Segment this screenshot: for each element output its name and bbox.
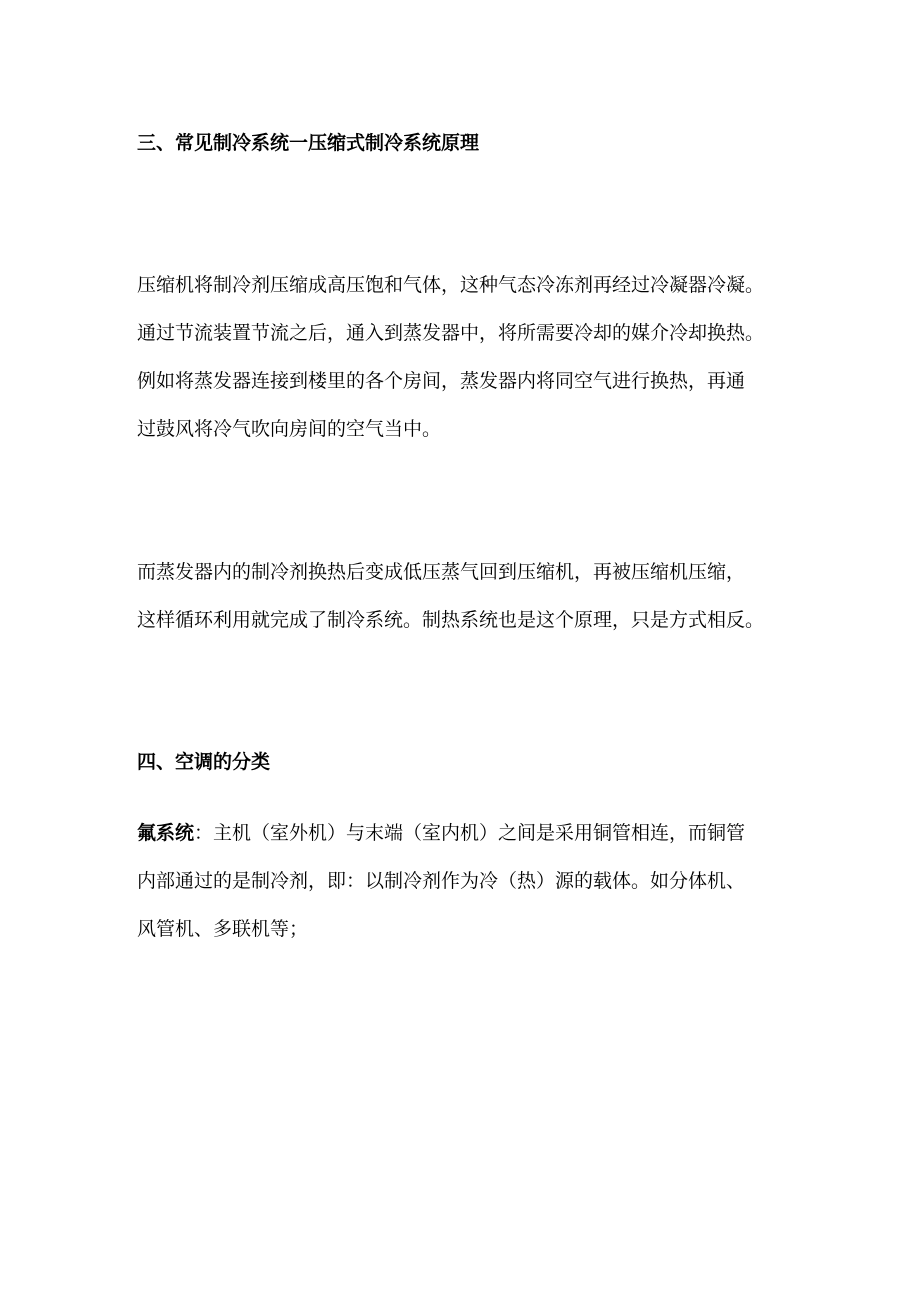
paragraph-refrigeration-cycle xyxy=(137,548,817,644)
section-heading-compression-refrigeration: 三、常见制冷系统一压缩式制冷系统原理 xyxy=(137,132,480,154)
text-line: 压缩机将制冷剂压缩成高压饱和气体，这种气态冷冻剂再经过冷凝器冷凝。 xyxy=(137,274,765,296)
text-line: 过鼓风将冷气吹向房间的空气当中。 xyxy=(137,418,442,440)
text-line: 例如将蒸发器连接到楼里的各个房间，蒸发器内将同空气进行换热，再通 xyxy=(137,370,746,392)
term-fluorine-system: 氟系统 xyxy=(137,822,195,844)
text-line: 内部通过的是制冷剂，即：以制冷剂作为冷（热）源的载体。如分体机、 xyxy=(137,870,746,892)
text-line: 这样循环利用就完成了制冷系统。制热系统也是这个原理，只是方式相反。 xyxy=(137,609,765,631)
text-line: 而蒸发器内的制冷剂换热后变成低压蒸气回到压缩机，再被压缩机压缩， xyxy=(137,561,746,583)
paragraph-fluorine-system xyxy=(137,809,817,953)
section-heading-ac-classification: 四、空调的分类 xyxy=(137,751,271,773)
text-line: 风管机、多联机等； xyxy=(137,918,309,940)
text-line xyxy=(137,809,817,857)
term-definition: ：主机（室外机）与末端（室内机）之间是采用铜管相连，而铜管 xyxy=(194,822,746,844)
paragraph-compressor-principle xyxy=(137,261,817,453)
text-line: 通过节流装置节流之后，通入到蒸发器中，将所需要冷却的媒介冷却换热。 xyxy=(137,322,765,344)
